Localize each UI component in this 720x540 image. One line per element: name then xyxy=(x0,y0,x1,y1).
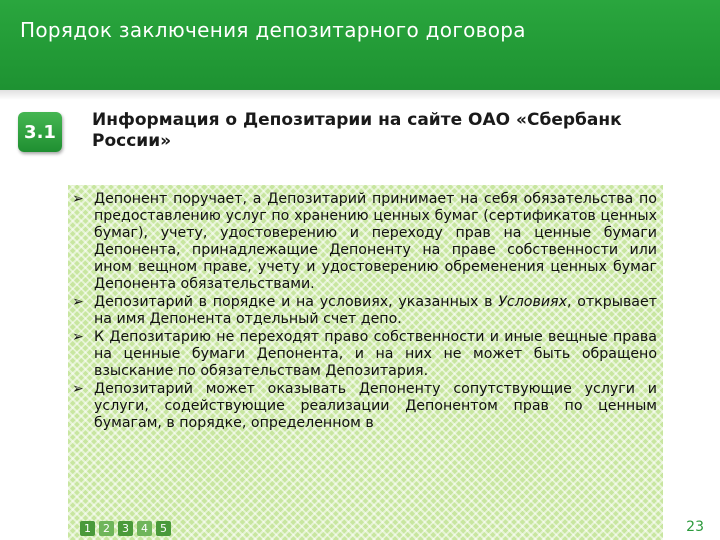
bullet-text xyxy=(94,294,657,327)
list-item xyxy=(72,191,657,293)
arrow-bullet-icon: ➢ xyxy=(72,191,84,207)
nav-button-5[interactable]: 5 xyxy=(156,521,171,536)
slide-header xyxy=(0,0,720,90)
arrow-bullet-icon: ➢ xyxy=(72,294,84,310)
bullet-text-part: Депозитарий в порядке и на условиях, указанных в xyxy=(94,294,499,310)
bullet-text: Депонент поручает, а Депозитарий принимает на себя обязательства по предоставлению услуг по хранению ценных бумаг (сертификатов ценных бумаг), учету, удостоверению и переходу прав на ценные бумаги Депонента, принадлежащие Депоненту на праве собственности или ином вещном праве, учету и удостоверению обременения ценных бумаг Депонента обязательствами. xyxy=(94,191,657,292)
list-item xyxy=(72,329,657,380)
section-number-badge: 3.1 xyxy=(18,112,62,152)
section-title: Информация о Депозитарии на сайте ОАО «Сбербанк России» xyxy=(92,110,622,151)
bullet-text: Депозитарий может оказывать Депоненту сопутствующие услуги и услуги, содействующие реализации Депонентом прав по ценным бумагам, в порядке, определенном в xyxy=(94,381,657,431)
bullet-text: К Депозитарию не переходят право собственности и иные вещные права на ценные бумаги Депонента, и на них не может быть обращено взыскание по обязательствам Депозитария. xyxy=(94,329,657,379)
nav-button-2[interactable]: 2 xyxy=(99,521,114,536)
nav-button-4[interactable]: 4 xyxy=(137,521,152,536)
nav-button-3[interactable]: 3 xyxy=(118,521,133,536)
list-item xyxy=(72,294,657,328)
content-panel xyxy=(68,185,663,540)
bullet-text-part: , открывает на имя Депонента отдельный счет депо. xyxy=(94,294,657,327)
slide-navigation xyxy=(80,521,171,537)
header-shadow xyxy=(0,90,720,100)
list-item xyxy=(72,381,657,432)
slide-title: Порядок заключения депозитарного договора xyxy=(20,18,526,42)
arrow-bullet-icon: ➢ xyxy=(72,381,84,397)
page-number: 23 xyxy=(686,519,704,535)
arrow-bullet-icon: ➢ xyxy=(72,329,84,345)
bullet-text-italic: Условиях xyxy=(498,294,567,310)
nav-button-1[interactable]: 1 xyxy=(80,521,95,536)
bullet-list xyxy=(68,185,663,432)
